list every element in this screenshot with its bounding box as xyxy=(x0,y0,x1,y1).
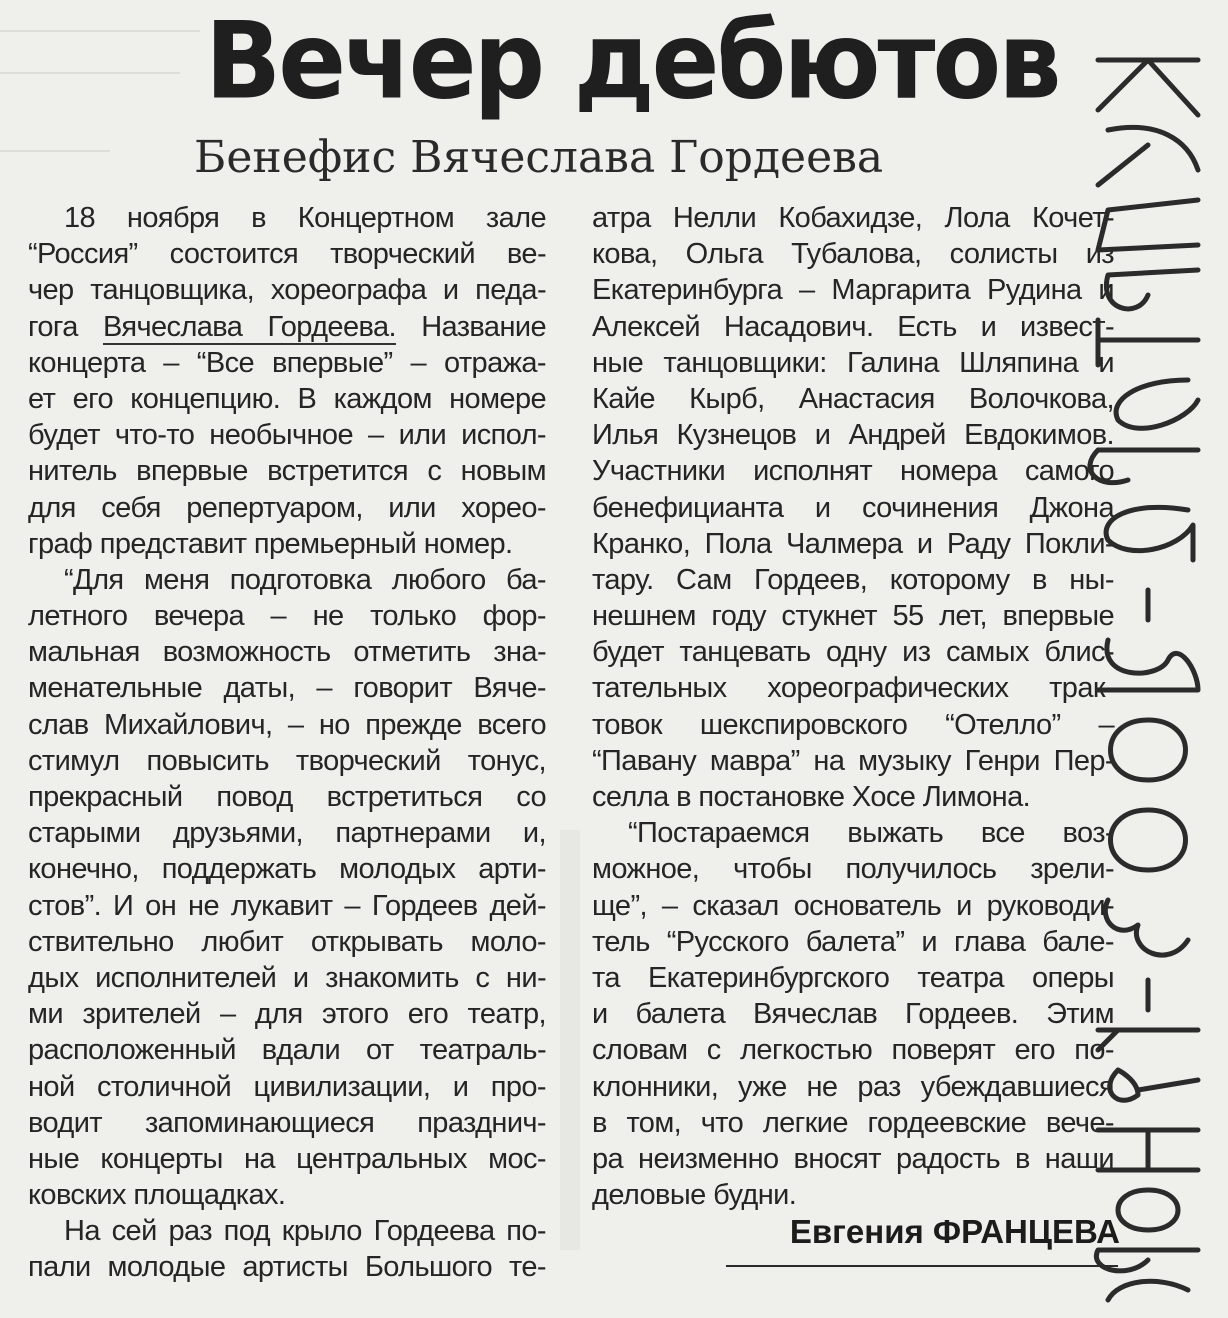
text-line: будет танцевать одну из самых блис- xyxy=(592,636,1114,669)
text-line: слав Михайлович, – но прежде всего xyxy=(28,708,546,741)
text-line: ные танцовщики: Галина Шляпина и xyxy=(592,346,1114,379)
text-line: ми зрителей – для этого его театр, xyxy=(28,998,546,1031)
text-line: и балета Вячеслав Гордеев. Этим xyxy=(592,998,1114,1031)
text-line: нешнем году стукнет 55 лет, впервые xyxy=(592,600,1114,633)
text-line: деловые будни. xyxy=(592,1179,797,1212)
text-line: Кайе Кырб, Анастасия Волочкова, xyxy=(592,382,1114,415)
handwriting-scribble-icon xyxy=(1038,20,1218,1310)
text-line: “Павану мавра” на музыку Генри Пер- xyxy=(592,744,1114,777)
text-line: Илья Кузнецов и Андрей Евдокимов. xyxy=(592,419,1114,452)
text-line: дых исполнителей и знакомить с ни- xyxy=(28,961,546,994)
text-fragment: Название xyxy=(395,310,546,343)
headline: Вечер дебютов xyxy=(205,0,1059,123)
text-line: ствительно любит открывать моло- xyxy=(28,925,546,958)
text-line: ковских площадках. xyxy=(28,1179,286,1212)
text-line: в том, что легкие гордеевские вече- xyxy=(592,1106,1114,1139)
text-line: пали молодые артисты Большого те- xyxy=(28,1251,546,1284)
text-line: Екатеринбурга – Маргарита Рудина и xyxy=(592,274,1114,307)
author-byline: Евгения ФРАНЦЕВА xyxy=(789,1213,1120,1250)
text-line: “Для меня подготовка любого ба- xyxy=(64,563,546,596)
text-line: концерта – “Все впервые” – отража- xyxy=(28,346,546,379)
text-line: летного вечера – не только фор- xyxy=(28,600,546,633)
text-line: стов”. И он не лукавит – Гордеев дей- xyxy=(28,889,546,922)
article-column-left xyxy=(28,200,546,1286)
text-fragment: гога xyxy=(28,310,103,343)
handwritten-annotation-icon xyxy=(1038,20,1218,1310)
text-line: ной столичной цивилизации, и про- xyxy=(28,1070,546,1103)
text-line: селла в постановке Хосе Лимона. xyxy=(592,781,1031,813)
text-line: тательных хореографических трак- xyxy=(592,672,1114,705)
subheadline: Бенефис Вячеслава Гордеева xyxy=(194,132,884,183)
text-line: ра неизменно вносят радость в наши xyxy=(592,1142,1114,1175)
text-line: ет его концепцию. В каждом номере xyxy=(28,382,546,415)
bleed-through-line xyxy=(0,30,200,32)
text-line: ще”, – сказал основатель и руководи- xyxy=(592,889,1114,922)
text-line: “Постараемся выжать все воз- xyxy=(628,817,1114,850)
text-line: мальная возможность отметить зна- xyxy=(28,636,546,669)
text-line: словам с легкостью поверят его по- xyxy=(592,1034,1114,1067)
text-line: расположенный вдали от театраль- xyxy=(28,1034,546,1067)
text-line: тель “Русского балета” и глава бале- xyxy=(592,925,1114,958)
text-line: клонники, уже не раз убеждавшиеся xyxy=(592,1070,1114,1103)
text-line: товок шекспировского “Отелло” – xyxy=(592,708,1114,741)
text-line: та Екатеринбургского театра оперы xyxy=(592,961,1114,994)
text-line: старыми друзьями, партнерами и, xyxy=(28,817,546,850)
text-line: водит запоминающиеся празднич- xyxy=(28,1106,546,1139)
bleed-through-line xyxy=(0,150,110,152)
text-line: граф представит премьерный номер. xyxy=(28,527,513,560)
text-line: кова, Ольга Тубалова, солисты из xyxy=(592,238,1114,271)
text-line: нитель впервые встретится с новым xyxy=(28,455,546,488)
text-line: Участники исполнят номера самого xyxy=(592,455,1114,488)
text-line: бенефицианта и сочинения Джона xyxy=(592,491,1114,524)
text-line: для себя репертуаром, или хорео- xyxy=(28,491,546,524)
text-line xyxy=(28,309,546,345)
text-line: На сей раз под крыло Гордеева по- xyxy=(64,1215,546,1248)
text-line: атра Нелли Кобахидзе, Лола Кочет- xyxy=(592,202,1114,234)
text-line: конечно, поддержать молодых арти- xyxy=(28,853,546,886)
text-line: ные концерты на центральных мос- xyxy=(28,1142,546,1175)
underlined-name: Вячеслава Гордеева. xyxy=(102,310,396,343)
text-line: стимул повысить творческий тонус, xyxy=(28,744,546,777)
text-line: Алексей Насадович. Есть и извест- xyxy=(592,310,1114,343)
text-line: можное, чтобы получилось зрели- xyxy=(592,853,1114,886)
text-line: прекрасный повод встретиться со xyxy=(28,781,546,813)
article-column-right xyxy=(592,200,1114,1213)
text-line: Кранко, Пола Чалмера и Раду Покли- xyxy=(592,527,1114,560)
text-line: “Россия” состоится творческий ве- xyxy=(28,238,546,271)
text-line: 18 ноября в Концертном зале xyxy=(64,202,546,234)
bleed-through-line xyxy=(0,72,180,74)
text-line: тару. Сам Гордеев, которому в ны- xyxy=(592,563,1114,596)
text-line: будет что-то необычное – или испол- xyxy=(28,419,546,452)
text-line: менательные даты, – говорит Вяче- xyxy=(28,672,546,705)
text-line: чер танцовщика, хореографа и педа- xyxy=(28,274,546,307)
bleed-through-strip xyxy=(560,830,580,1250)
